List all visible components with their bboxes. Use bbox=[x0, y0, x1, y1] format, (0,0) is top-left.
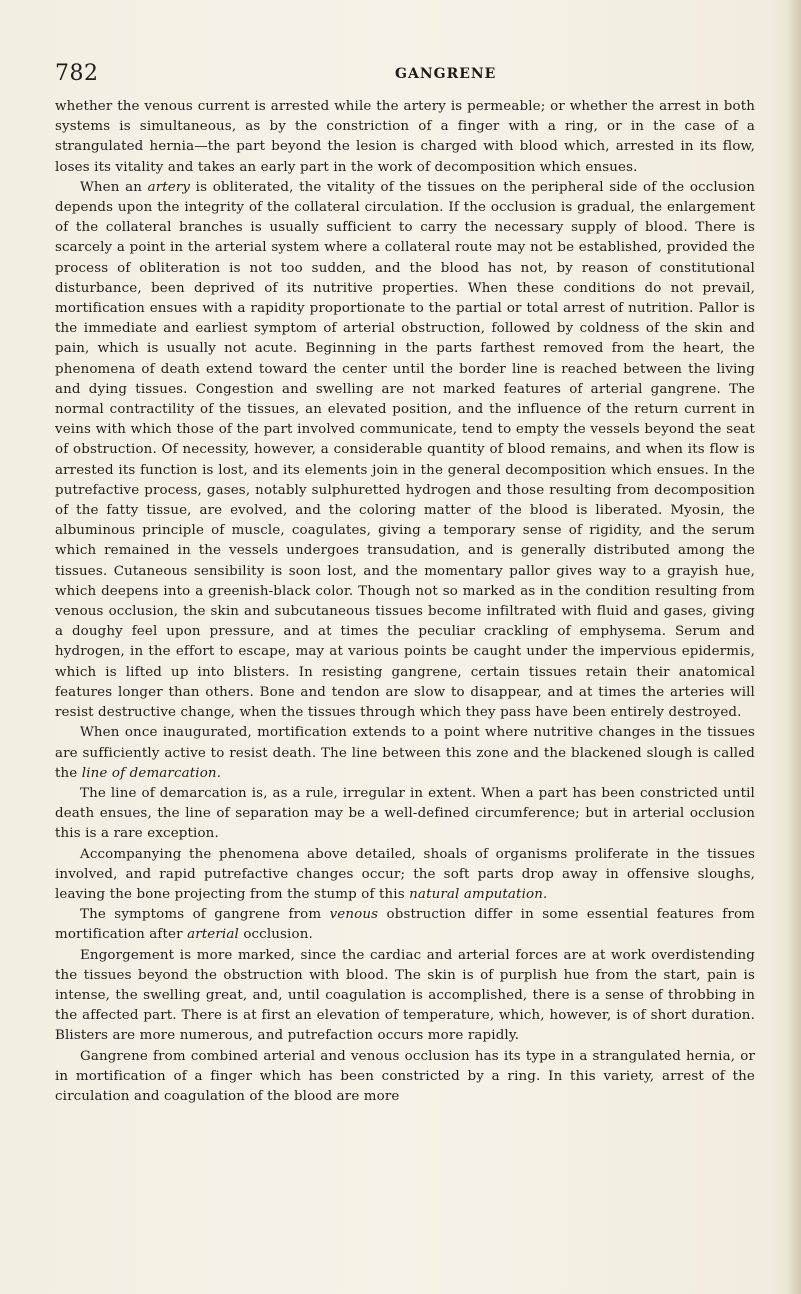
paragraph-text: The line of demarcation is, as a rule, irregular in extent. When a part has been constricted until death ensues, the line of separation may be a well-defined circumference; but in arterial occlusion this is a rare exception. bbox=[55, 785, 755, 842]
paragraph-text: Engorgement is more marked, since the cardiac and arterial forces are at work overdistending the tissues beyond the obstruction with blood. The skin is of purplish hue from the start, pain is intense, the swelling great, and, until coagulation is accomplished, there is a sense of throbbing in the affected part. There is at first an elevation of temperature, which, however, is of short duration. Blisters are more numerous, and putrefaction occurs more rapidly. bbox=[55, 947, 755, 1044]
italic-term: line of demarcation. bbox=[81, 765, 222, 781]
paragraph-line-of-demarcation bbox=[55, 784, 755, 845]
paragraph-text: occlusion. bbox=[238, 927, 313, 943]
italic-term: artery bbox=[147, 179, 191, 195]
paragraph-demarcation bbox=[55, 723, 755, 784]
paragraph-text: obstruction differ in some essential features from mortification after bbox=[55, 907, 756, 943]
paragraph-text: The symptoms of gangrene from bbox=[80, 907, 330, 923]
running-head: GANGRENE bbox=[395, 66, 497, 82]
paragraph-text: whether the venous current is arrested while the artery is permeable; or whether the arrest in both systems is simultaneous, as by the constriction of a finger with a ring, or in the case of a strangulated hernia—the part beyond the lesion is charged with blood which, arrested in its flow, loses its vitality and takes an early part in the work of decomposition which ensues. bbox=[55, 99, 755, 175]
paragraph-arterial-occlusion bbox=[55, 178, 755, 723]
paragraph-venous-symptoms bbox=[55, 905, 755, 945]
paragraph-text: When an bbox=[80, 179, 148, 195]
paragraph-continuation bbox=[55, 97, 755, 178]
paragraph-text: Gangrene from combined arterial and venous occlusion has its type in a strangulated hernia, or in mortification of a finger which has been constricted by a ring. In this variety, arrest of the circulation and coagulation of the blood are more bbox=[55, 1048, 755, 1104]
body-text bbox=[55, 97, 755, 1107]
paragraph-combined-occlusion bbox=[55, 1047, 755, 1108]
italic-term: venous bbox=[329, 907, 379, 923]
italic-term: natural amputation. bbox=[409, 886, 548, 902]
italic-term: arterial bbox=[187, 927, 239, 943]
paragraph-text: is obliterated, the vitality of the tissues on the peripheral side of the occlusion depends upon the integrity of the collateral circulation. If the occlusion is gradual, the enlargement of the collateral branches is usually sufficient to carry the necessary supply of blood. There is scarcely a point in the arterial system where a collateral route may not be established, provided the process of obliteration is not too sudden, and the blood has not, by reason of constitutional disturbance, been deprived of its nutritive properties. When these conditions do not prevail, mortification ensues with a rapidity proportionate to the partial or total arrest of nutrition. Pallor is the immediate and earliest symptom of arterial obstruction, followed by coldness of the skin and pain, which is usually not acute. Beginning in the parts farthest removed from the heart, the phenomena of death extend toward the center until the border line is reached between the living and dying tissues. Congestion and swelling are not marked features of arterial gangrene. The normal contractility of the tissues, an elevated position, and the influence of the return current in veins with which those of the part involved communicate, tend to empty the vessels beyond the seat of obstruction. Of necessity, however, a considerable quantity of blood remains, and when its flow is arrested its function is lost, and its elements join in the general decomposition which ensues. In the putrefactive process, gases, notably sulphuretted hydrogen and those resulting from decomposition of the fatty tissue, are evolved, and the coloring matter of the blood is liberated. Myosin, the albuminous principle of muscle, coagulates, giving a temporary sense of rigidity, and the serum which remained in the vessels undergoes transudation, and is generally distributed among the tissues. Cutaneous sensibility is soon lost, and the momentary pallor gives way to a grayish hue, which deepens into a greenish-black color. Though not so marked as in the condition resulting from venous occlusion, the skin and subcutaneous tissues become infiltrated with fluid and gases, giving a doughy feel upon pressure, and at times the peculiar crackling of emphysema. Serum and hydrogen, in the effort to escape, may at various points be caught under the impervious epidermis, which is lifted up into blisters. In resisting gangrene, certain tissues retain their anatomical features longer than others. Bone and tendon are slow to disappear, and at times the arteries will resist destructive change, when the tissues through which they pass have been entirely destroyed. bbox=[55, 179, 755, 721]
page-number: 782 bbox=[55, 61, 99, 86]
page-header bbox=[55, 60, 755, 90]
paragraph-text: When once inaugurated, mortification extends to a point where nutritive changes in the tissues are sufficiently active to resist death. The line between this zone and the blackened slough is called the bbox=[55, 725, 755, 781]
paragraph-text: Accompanying the phenomena above detailed, shoals of organisms proliferate in the tissues involved, and rapid putrefactive changes occur; the soft parts drop away in offensive sloughs, leaving the bone projecting from the stump of this bbox=[55, 846, 755, 902]
paragraph-natural-amputation bbox=[55, 845, 755, 906]
paragraph-engorgement bbox=[55, 946, 755, 1047]
page-edge-shadow bbox=[787, 0, 801, 1294]
